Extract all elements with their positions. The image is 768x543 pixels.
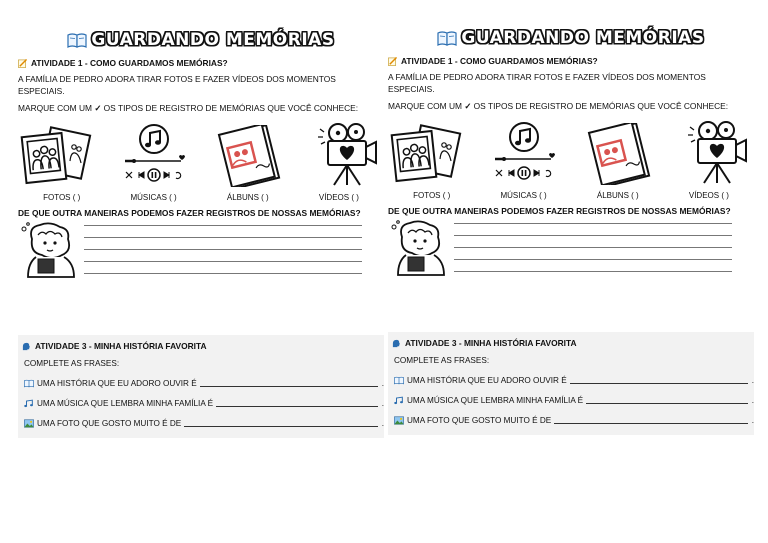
prompt-text: UMA HISTÓRIA QUE EU ADORO OUVIR É bbox=[407, 376, 567, 385]
prompt-row bbox=[18, 379, 384, 388]
activity3-heading bbox=[18, 335, 384, 351]
answer-area bbox=[388, 219, 754, 277]
blank-line[interactable] bbox=[554, 416, 748, 424]
worksheet-title bbox=[18, 26, 384, 56]
option-photos[interactable]: FOTOS ( ) bbox=[43, 192, 81, 202]
memory-type-options bbox=[18, 193, 384, 202]
instruction-pre: MARQUE COM UM bbox=[388, 101, 462, 111]
checkmark-glyph: ✓ bbox=[94, 103, 102, 113]
activity1-intro: A FAMÍLIA DE PEDRO ADORA TIRAR FOTOS E FAZER VÍDEOS DOS MOMENTOS ESPECIAIS. bbox=[18, 74, 336, 96]
blank-line[interactable] bbox=[216, 399, 378, 407]
speaking-head-icon bbox=[392, 339, 401, 348]
photo-icon bbox=[24, 419, 34, 428]
title-text: GUARDANDO MEMÓRIAS bbox=[91, 30, 335, 50]
option-videos[interactable]: VÍDEOS ( ) bbox=[688, 190, 729, 200]
video-camera-illustration bbox=[312, 121, 382, 187]
photos-illustration bbox=[390, 123, 462, 185]
instruction-post: OS TIPOS DE REGISTRO DE MEMÓRIAS QUE VOCÊ CONHECE: bbox=[103, 103, 359, 113]
prompt-text: UMA MÚSICA QUE LEMBRA MINHA FAMÍLIA É bbox=[407, 396, 584, 405]
answer-area bbox=[18, 221, 384, 279]
activity3-instruction: COMPLETE AS FRASES: bbox=[394, 356, 490, 365]
answer-line[interactable] bbox=[84, 273, 362, 274]
pencil-memo-icon bbox=[18, 59, 27, 68]
checkmark-glyph: ✓ bbox=[464, 101, 472, 111]
music-player-illustration bbox=[489, 121, 559, 185]
option-photos[interactable]: FOTOS ( ) bbox=[413, 190, 451, 200]
blank-line[interactable] bbox=[570, 376, 748, 384]
pencil-memo-icon bbox=[388, 57, 397, 66]
end-mark: . bbox=[381, 399, 384, 408]
open-book-icon bbox=[67, 33, 87, 48]
prompt-text: UMA FOTO QUE GOSTO MUITO É DE bbox=[407, 416, 552, 425]
activity1-heading bbox=[18, 58, 384, 68]
open-book-icon bbox=[437, 31, 457, 46]
activity1-intro: A FAMÍLIA DE PEDRO ADORA TIRAR FOTOS E FAZER VÍDEOS DOS MOMENTOS ESPECIAIS. bbox=[388, 72, 706, 94]
album-illustration bbox=[215, 125, 285, 187]
activity3-section bbox=[388, 332, 754, 435]
answer-line[interactable] bbox=[84, 249, 362, 250]
prompt-text: UMA FOTO QUE GOSTO MUITO É DE bbox=[37, 419, 182, 428]
worksheet-title bbox=[388, 24, 754, 54]
open-book-icon bbox=[24, 379, 34, 388]
prompt-row bbox=[18, 399, 384, 408]
blank-line[interactable] bbox=[184, 419, 378, 427]
memory-type-options bbox=[388, 191, 754, 200]
activity1-section bbox=[18, 26, 384, 310]
open-book-icon bbox=[394, 376, 404, 385]
activity3-section bbox=[18, 335, 384, 438]
answer-line[interactable] bbox=[454, 247, 732, 248]
prompt-text: UMA MÚSICA QUE LEMBRA MINHA FAMÍLIA É bbox=[37, 399, 214, 408]
photo-icon bbox=[394, 416, 404, 425]
activity1-instruction bbox=[388, 101, 754, 113]
answer-line[interactable] bbox=[454, 223, 732, 224]
music-notes-icon bbox=[394, 396, 404, 405]
activity1-instruction bbox=[18, 103, 384, 115]
blank-line[interactable] bbox=[200, 379, 378, 387]
title-text: GUARDANDO MEMÓRIAS bbox=[461, 28, 705, 48]
option-albums[interactable]: ÁLBUNS ( ) bbox=[596, 190, 639, 200]
memory-types-illustrations bbox=[18, 121, 384, 187]
prompt-row bbox=[388, 376, 754, 385]
activity1-question2: DE QUE OUTRA MANEIRAS PODEMOS FAZER REGISTROS DE NOSSAS MEMÓRIAS? bbox=[18, 207, 361, 218]
answer-line[interactable] bbox=[454, 271, 732, 272]
prompt-text: UMA HISTÓRIA QUE EU ADORO OUVIR É bbox=[37, 379, 197, 388]
memory-types-illustrations bbox=[388, 119, 754, 185]
video-camera-illustration bbox=[682, 119, 752, 185]
instruction-pre: MARQUE COM UM bbox=[18, 103, 92, 113]
thinking-child-illustration bbox=[388, 219, 450, 277]
end-mark: . bbox=[751, 376, 754, 385]
end-mark: . bbox=[751, 396, 754, 405]
answer-line[interactable] bbox=[84, 237, 362, 238]
speaking-head-icon bbox=[22, 342, 31, 351]
activity1-heading bbox=[388, 56, 754, 66]
activity3-heading-text: ATIVIDADE 3 - MINHA HISTÓRIA FAVORITA bbox=[405, 338, 577, 348]
prompt-row bbox=[388, 416, 754, 435]
blank-line[interactable] bbox=[586, 396, 748, 404]
activity3-heading bbox=[388, 332, 754, 348]
activity1-heading-text: ATIVIDADE 1 - COMO GUARDAMOS MEMÓRIAS? bbox=[401, 56, 598, 66]
instruction-post: OS TIPOS DE REGISTRO DE MEMÓRIAS QUE VOCÊ CONHECE: bbox=[473, 101, 729, 111]
option-music[interactable]: MÚSICAS ( ) bbox=[130, 192, 177, 202]
answer-line[interactable] bbox=[84, 261, 362, 262]
option-videos[interactable]: VÍDEOS ( ) bbox=[318, 192, 359, 202]
activity3-instruction: COMPLETE AS FRASES: bbox=[24, 359, 120, 368]
activity3-heading-text: ATIVIDADE 3 - MINHA HISTÓRIA FAVORITA bbox=[35, 341, 207, 351]
activity1-question2: DE QUE OUTRA MANEIRAS PODEMOS FAZER REGISTROS DE NOSSAS MEMÓRIAS? bbox=[388, 205, 731, 216]
end-mark: . bbox=[381, 419, 384, 428]
music-player-illustration bbox=[119, 123, 189, 187]
option-music[interactable]: MÚSICAS ( ) bbox=[500, 190, 547, 200]
answer-line[interactable] bbox=[454, 235, 732, 236]
end-mark: . bbox=[751, 416, 754, 425]
end-mark: . bbox=[381, 379, 384, 388]
music-notes-icon bbox=[24, 399, 34, 408]
activity1-section bbox=[388, 24, 754, 308]
prompt-row bbox=[18, 419, 384, 438]
activity1-heading-text: ATIVIDADE 1 - COMO GUARDAMOS MEMÓRIAS? bbox=[31, 58, 228, 68]
prompt-row bbox=[388, 396, 754, 405]
answer-line[interactable] bbox=[84, 225, 362, 226]
option-albums[interactable]: ÁLBUNS ( ) bbox=[226, 192, 269, 202]
album-illustration bbox=[585, 123, 655, 185]
photos-illustration bbox=[20, 125, 92, 187]
thinking-child-illustration bbox=[18, 221, 80, 279]
answer-line[interactable] bbox=[454, 259, 732, 260]
